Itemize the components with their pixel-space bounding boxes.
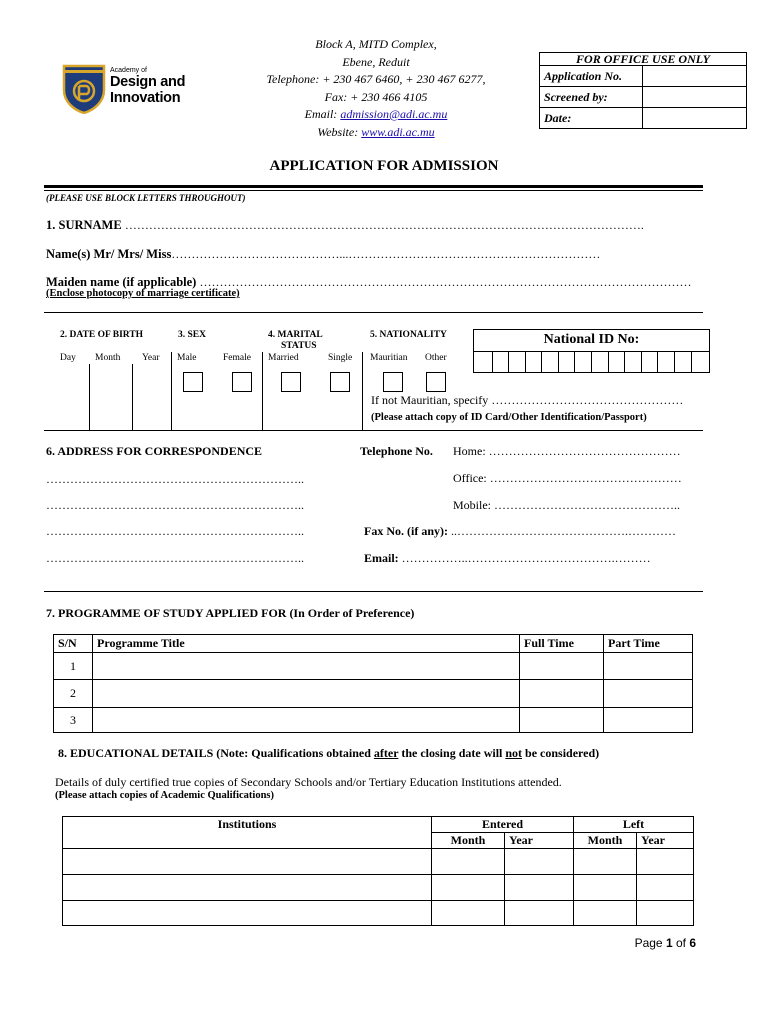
education-label-c: be considered): [522, 746, 600, 760]
table-row: [63, 901, 694, 926]
entered-month-cell[interactable]: [432, 849, 505, 875]
national-id-cell[interactable]: [675, 352, 692, 372]
programme-title-header: Programme Title: [93, 635, 520, 653]
entered-year-cell[interactable]: [505, 875, 574, 901]
mauritian-checkbox[interactable]: [383, 372, 403, 392]
full-time-cell[interactable]: [520, 653, 604, 680]
logo-wordmark: [110, 64, 185, 105]
academic-attach-note: (Please attach copies of Academic Qualifications): [55, 790, 275, 801]
entered-month-cell[interactable]: [432, 901, 505, 926]
sex-marital-divider: [262, 352, 263, 430]
table-row: [63, 875, 694, 901]
page-title: APPLICATION FOR ADMISSION: [269, 158, 499, 174]
year-label: Year: [142, 353, 160, 363]
entered-year-header: Year: [505, 833, 574, 849]
logo-line2: Innovation: [110, 89, 181, 106]
part-time-cell[interactable]: [604, 680, 693, 708]
address-line-1[interactable]: ………………………………………………………..: [46, 472, 304, 486]
office-use-table: [539, 52, 747, 129]
address-line2: Ebene, Reduit: [342, 54, 410, 69]
title-rule: [44, 185, 703, 188]
entered-month-cell[interactable]: [432, 875, 505, 901]
left-month-cell[interactable]: [574, 901, 637, 926]
national-id-label: National ID No:: [543, 332, 640, 347]
left-year-cell[interactable]: [637, 901, 694, 926]
education-table: [62, 816, 694, 926]
single-label: Single: [328, 353, 353, 363]
education-label: [58, 746, 599, 761]
education-details-text: Details of duly certified true copies of Secondary Schools and/or Tertiary Education Institutions attended.: [55, 775, 562, 789]
dob-divider-1: [89, 364, 90, 430]
programme-table: [53, 634, 693, 733]
office-use-header: FOR OFFICE USE ONLY: [540, 53, 747, 66]
shield-crest-icon: [62, 64, 106, 114]
screened-by-field[interactable]: [643, 87, 747, 108]
female-label: Female: [223, 353, 251, 363]
mobile-label: Mobile:: [453, 498, 494, 512]
names-row[interactable]: [46, 245, 600, 263]
email-link[interactable]: admission@adi.ac.mu: [340, 107, 448, 121]
national-id-box: [473, 329, 710, 373]
if-not-mauritian-label: If not Mauritian, specify: [371, 393, 492, 407]
education-after: after: [373, 746, 399, 760]
dob-divider-2: [132, 364, 133, 430]
table-row: [54, 680, 693, 708]
title-rule-thin: [44, 190, 703, 191]
full-time-cell[interactable]: [520, 680, 604, 708]
surname-label: 1. SURNAME: [46, 218, 125, 232]
section-rule-2: [44, 430, 703, 431]
left-header: Left: [574, 817, 694, 833]
maiden-label: Maiden name (if applicable): [46, 275, 200, 289]
sn-header: S/N: [54, 635, 93, 653]
fax-line: Fax: + 230 466 4105: [324, 89, 428, 104]
fax-row[interactable]: [364, 524, 676, 539]
marital-header-2: STATUS: [281, 341, 317, 351]
section-rule-3: [44, 591, 703, 592]
if-not-mauritian-field[interactable]: …………………………………………: [491, 393, 684, 407]
office-phone-field[interactable]: …………………………………………: [489, 471, 682, 485]
fax-label: Fax No. (if any):: [364, 524, 451, 538]
single-checkbox[interactable]: [330, 372, 350, 392]
page-label: Page: [634, 936, 666, 950]
entered-year-cell[interactable]: [505, 849, 574, 875]
institution-cell[interactable]: [63, 901, 432, 926]
female-checkbox[interactable]: [232, 372, 252, 392]
website-line: [240, 124, 512, 142]
email-field[interactable]: ……………..……………………………….………: [401, 551, 651, 565]
part-time-header: Part Time: [604, 635, 693, 653]
application-no-label: Application No.: [540, 66, 643, 87]
table-row: [63, 849, 694, 875]
application-no-field[interactable]: [643, 66, 747, 87]
office-phone-row[interactable]: [453, 471, 682, 486]
sex-header: 3. SEX: [178, 330, 206, 340]
email-row[interactable]: [364, 551, 651, 566]
names-field[interactable]: ……………………………………...………………………………………………………: [171, 247, 601, 261]
programme-title-cell[interactable]: [93, 680, 520, 708]
address-line1: Block A, MITD Complex,: [315, 37, 437, 51]
education-label-a: 8. EDUCATIONAL DETAILS (Note: Qualifications obtained: [58, 746, 374, 760]
full-time-header: Full Time: [520, 635, 604, 653]
left-year-cell[interactable]: [637, 849, 694, 875]
telephone-label: Telephone No.: [360, 444, 433, 458]
married-checkbox[interactable]: [281, 372, 301, 392]
programme-title-cell[interactable]: [93, 653, 520, 680]
id-attach-note: (Please attach copy of ID Card/Other Identification/Passport): [371, 412, 647, 423]
day-label: Day: [60, 353, 76, 363]
part-time-cell[interactable]: [604, 653, 693, 680]
other-checkbox[interactable]: [426, 372, 446, 392]
mobile-phone-row[interactable]: [453, 498, 680, 513]
address-line-2[interactable]: ………………………………………………………..: [46, 498, 304, 512]
left-year-header: Year: [637, 833, 694, 849]
marriage-certificate-note: (Enclose photocopy of marriage certificate): [46, 288, 240, 299]
email-label: Email:: [304, 107, 341, 121]
male-label: Male: [177, 353, 197, 363]
surname-row[interactable]: [46, 216, 644, 234]
names-label: Name(s) Mr/ Mrs/ Miss: [46, 247, 172, 261]
national-id-cell[interactable]: [658, 352, 675, 372]
screened-by-label: Screened by:: [540, 87, 643, 108]
nationality-header: 5. NATIONALITY: [370, 330, 447, 340]
institutions-header: Institutions: [63, 817, 432, 849]
left-year-cell[interactable]: [637, 875, 694, 901]
national-id-cell[interactable]: [642, 352, 659, 372]
address-line-3[interactable]: ………………………………………………………..: [46, 524, 304, 538]
website-label: Website:: [317, 124, 362, 139]
full-time-cell[interactable]: [520, 708, 604, 733]
office-label: Office:: [453, 471, 490, 485]
dob-header: 2. DATE OF BIRTH: [60, 330, 144, 340]
entered-month-header: Month: [432, 833, 505, 849]
block-letters-note: (PLEASE USE BLOCK LETTERS THROUGHOUT): [46, 193, 246, 203]
table-row: [54, 708, 693, 733]
logo-line1: Design and: [110, 74, 186, 90]
national-id-cell[interactable]: [575, 352, 592, 372]
marital-header: 4. MARITAL: [268, 330, 323, 340]
institution-cell[interactable]: [63, 849, 432, 875]
section-rule-1: [44, 312, 703, 313]
surname-field[interactable]: ………………………………………………………………………………………………………………….: [124, 218, 644, 232]
national-id-cell[interactable]: [476, 352, 493, 372]
page-total: 6: [689, 936, 696, 950]
website-link[interactable]: www.adi.ac.mu: [361, 124, 435, 139]
national-id-cell[interactable]: [526, 352, 543, 372]
left-month-cell[interactable]: [574, 849, 637, 875]
page-number: [635, 936, 696, 950]
other-label: Other: [425, 353, 447, 363]
home-phone-field[interactable]: …………………………………………: [488, 444, 681, 458]
telephone-line: Telephone: + 230 467 6460, + 230 467 6277,: [266, 72, 486, 86]
married-label: Married: [268, 353, 299, 363]
national-id-cell[interactable]: [493, 352, 510, 372]
email-line: [240, 106, 512, 124]
marital-nationality-divider: [362, 352, 363, 430]
dob-sex-divider: [171, 352, 172, 430]
row-number: 2: [54, 680, 93, 708]
entered-header: Entered: [432, 817, 574, 833]
national-id-cell[interactable]: [509, 352, 526, 372]
page-current: 1: [665, 936, 673, 950]
national-id-cell[interactable]: [592, 352, 609, 372]
home-phone-row[interactable]: [453, 444, 681, 459]
entered-year-cell[interactable]: [505, 901, 574, 926]
left-month-cell[interactable]: [574, 875, 637, 901]
fax-field[interactable]: ..…………………………………….…………: [451, 524, 676, 538]
national-id-cell[interactable]: [609, 352, 626, 372]
row-number: 3: [54, 708, 93, 733]
date-field[interactable]: [643, 108, 747, 129]
national-id-cell[interactable]: [542, 352, 559, 372]
male-checkbox[interactable]: [183, 372, 203, 392]
address-label: 6. ADDRESS FOR CORRESPONDENCE: [46, 444, 263, 458]
row-number: 1: [54, 653, 93, 680]
email-label-field: Email:: [364, 551, 402, 565]
maiden-field[interactable]: ……………………………………………………………………………………………………………: [199, 275, 692, 289]
programme-title-cell[interactable]: [93, 708, 520, 733]
left-month-header: Month: [574, 833, 637, 849]
national-id-cell[interactable]: [625, 352, 642, 372]
page-of: of: [672, 936, 690, 950]
national-id-cell[interactable]: [692, 352, 708, 372]
table-row: [54, 653, 693, 680]
contact-block: [240, 36, 512, 141]
programme-label: 7. PROGRAMME OF STUDY APPLIED FOR (In Order of Preference): [46, 606, 415, 620]
institution-cell[interactable]: [63, 875, 432, 901]
mauritian-label: Mauritian: [370, 353, 408, 363]
academy-logo: [62, 64, 197, 114]
address-line-4[interactable]: ………………………………………………………..: [46, 551, 304, 565]
home-label: Home:: [453, 444, 489, 458]
mobile-phone-field[interactable]: ………………………………………..: [494, 498, 680, 512]
logo-small-text: Academy of: [110, 67, 147, 74]
education-label-b: the closing date will: [398, 746, 506, 760]
month-label: Month: [95, 353, 121, 363]
if-not-mauritian-row[interactable]: [371, 393, 683, 408]
national-id-cells[interactable]: [476, 352, 707, 372]
part-time-cell[interactable]: [604, 708, 693, 733]
education-not: not: [505, 746, 523, 760]
date-label: Date:: [540, 108, 643, 129]
national-id-cell[interactable]: [559, 352, 576, 372]
